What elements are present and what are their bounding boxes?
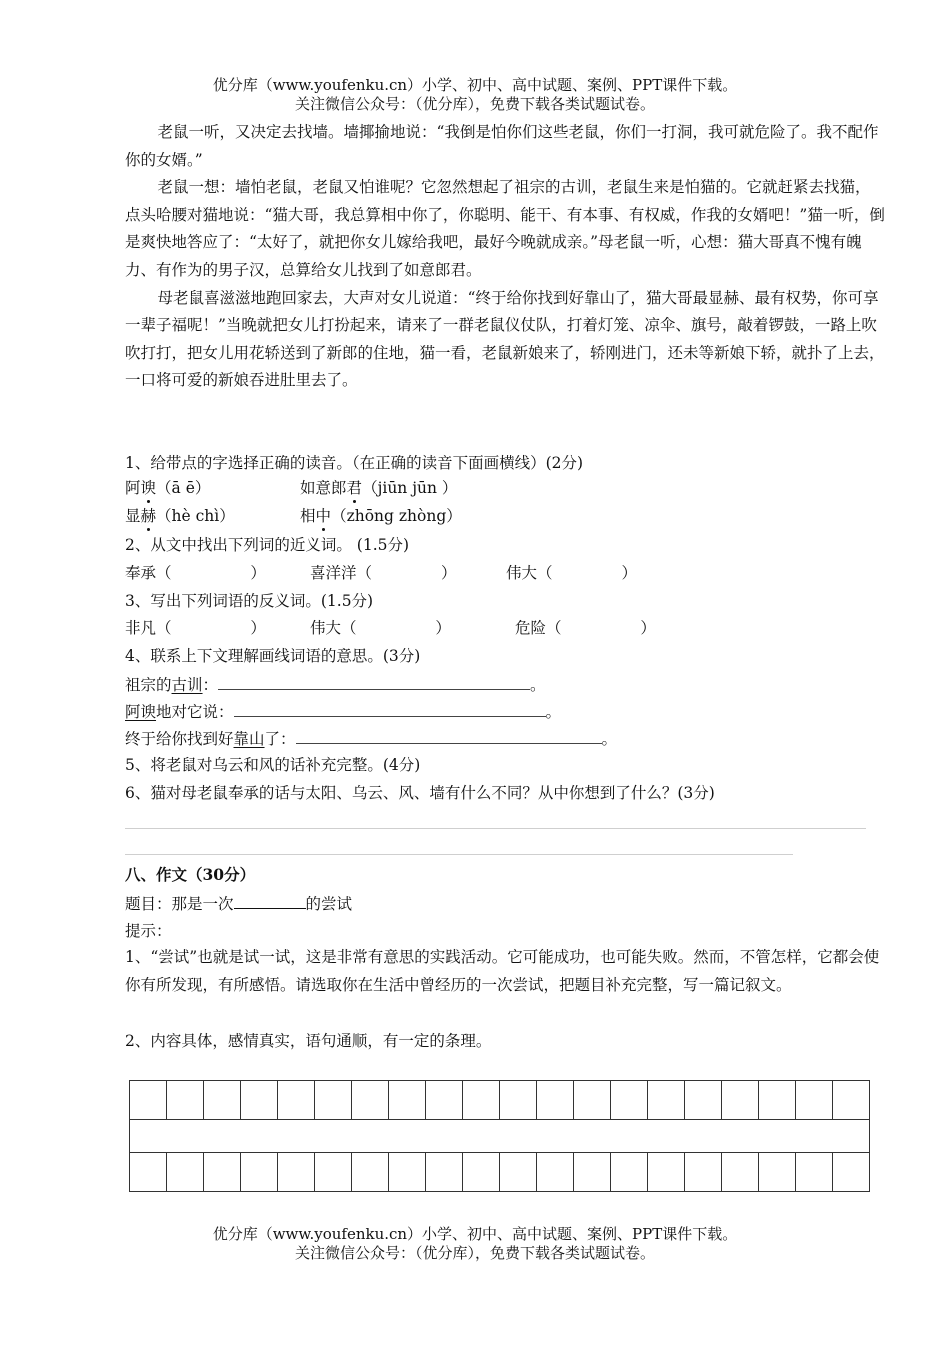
grid-cell[interactable]: [833, 1153, 869, 1192]
q1-title: 1、给带点的字选择正确的读音。（在正确的读音下面画横线）(2分): [125, 454, 584, 472]
q4-item-c: 终于给你找到好靠山了： 。: [125, 727, 617, 750]
q1-pinyin-d: （zhōng zhòng）: [331, 507, 462, 525]
q1-word-b: 如意郎君: [300, 479, 363, 497]
grid-cell[interactable]: [241, 1081, 278, 1119]
grid-cell[interactable]: [759, 1153, 796, 1192]
q3-word-3: 危险（ ）: [515, 619, 656, 637]
grid-cell[interactable]: [537, 1153, 574, 1192]
q3-row: [125, 617, 656, 639]
grid-cell[interactable]: [278, 1081, 315, 1119]
grid-cell[interactable]: [426, 1153, 463, 1192]
grid-cell[interactable]: [278, 1153, 315, 1192]
footer-line-1: 优分库（www.youfenku.cn）小学、初中、高中试题、案例、PPT课件下载。: [212, 1225, 738, 1243]
composition-hint-2: 2、内容具体，感情真实，语句通顺，有一定的条理。: [125, 1032, 492, 1050]
grid-cell[interactable]: [685, 1081, 722, 1119]
grid-cell[interactable]: [204, 1081, 241, 1119]
q1-pinyin-a: （ā ē）: [156, 479, 211, 497]
q3-word-1: 非凡（ ）: [125, 619, 266, 637]
story-paragraph-2: 老鼠一想：墙怕老鼠，老鼠又怕谁呢？它忽然想起了祖宗的古训，老鼠生来是怕猫的。它就赶紧去找猫，点头哈腰对猫地说：“猫大哥，我总算相中你了，你聪明、能干、有本事、有权威，作我的女婿吧！”猫一听，倒是爽快地答应了：“太好了，就把你女儿嫁给我吧，最好今晚就成亲。”母老鼠一听，心想：猫大哥真不愧有魄力、有作为的男子汉，总算给女儿找到了如意郎君。: [125, 178, 885, 279]
grid-cell[interactable]: [722, 1153, 759, 1192]
grid-cell[interactable]: [574, 1081, 611, 1119]
q5-title: 5、将老鼠对乌云和风的话补充完整。(4分): [125, 756, 421, 774]
grid-cell[interactable]: [463, 1081, 500, 1119]
q1-row-2: [125, 505, 462, 527]
q1-word-a: 阿谀: [125, 479, 157, 497]
grid-cell[interactable]: [759, 1081, 796, 1119]
grid-row-2[interactable]: [130, 1152, 869, 1192]
grid-cell[interactable]: [537, 1081, 574, 1119]
header-line-2: 关注微信公众号：（优分库），免费下载各类试题试卷。: [294, 95, 655, 113]
q1-word-d: 相中: [300, 507, 332, 525]
grid-cell[interactable]: [611, 1153, 648, 1192]
q2-word-1: 奉承（ ）: [125, 564, 266, 582]
grid-cell[interactable]: [241, 1153, 278, 1192]
grid-cell[interactable]: [352, 1081, 389, 1119]
q4-answer-blank-a[interactable]: [218, 673, 530, 690]
grid-cell[interactable]: [463, 1153, 500, 1192]
q2-title: 2、从文中找出下列词的近义词。 (1.5分): [125, 536, 410, 554]
grid-cell[interactable]: [833, 1081, 869, 1119]
grid-cell[interactable]: [130, 1081, 167, 1119]
grid-cell[interactable]: [500, 1153, 537, 1192]
composition-heading: 八、作文（30分）: [125, 865, 256, 884]
composition-hint-label: 提示：: [125, 922, 172, 940]
q4-answer-blank-c[interactable]: [296, 727, 602, 744]
grid-cell[interactable]: [500, 1081, 537, 1119]
q1-pinyin-b: （jiūn jūn ）: [362, 479, 458, 497]
q1-word-c: 显赫: [125, 507, 157, 525]
grid-cell[interactable]: [130, 1153, 167, 1192]
q4-answer-blank-b[interactable]: [234, 700, 546, 717]
q2-word-2: 喜洋洋（ ）: [310, 564, 457, 582]
grid-cell[interactable]: [685, 1153, 722, 1192]
grid-cell[interactable]: [315, 1081, 352, 1119]
footer-line-2: 关注微信公众号：（优分库），免费下载各类试题试卷。: [294, 1244, 655, 1262]
writing-grid[interactable]: [129, 1080, 870, 1192]
answer-line-1[interactable]: [125, 828, 866, 829]
composition-topic: 题目：那是一次 的尝试: [125, 892, 352, 915]
q4-title: 4、联系上下文理解画线词语的意思。(3分): [125, 647, 421, 665]
q1-pinyin-c: （hè chì）: [156, 507, 235, 525]
grid-row-1[interactable]: [130, 1081, 869, 1120]
grid-cell[interactable]: [204, 1153, 241, 1192]
story-paragraph-3: 母老鼠喜滋滋地跑回家去，大声对女儿说道：“终于给你找到好靠山了，猫大哥最显赫、最有权势，你可享一辈子福呢！”当晚就把女儿打扮起来，请来了一群老鼠仪仗队，打着灯笼、凉伞、旗号，敲着锣鼓，一路上吹吹打打，把女儿用花轿送到了新郎的住地，猫一看，老鼠新娘来了，轿刚进门，还未等新娘下轿，就扑了上去，一口将可爱的新娘吞进肚里去了。: [125, 288, 885, 390]
grid-cell[interactable]: [648, 1081, 685, 1119]
grid-cell[interactable]: [796, 1081, 833, 1119]
q4-item-a: 祖宗的古训： 。: [125, 673, 546, 696]
story: [125, 119, 885, 395]
story-paragraph-1: 老鼠一听，又决定去找墙。墙揶揄地说：“我倒是怕你们这些老鼠，你们一打洞，我可就危险了。我不配作你的女婿。”: [125, 123, 879, 169]
grid-cell[interactable]: [315, 1153, 352, 1192]
answer-line-2[interactable]: [125, 854, 793, 855]
q2-row: [125, 562, 637, 584]
grid-cell[interactable]: [574, 1153, 611, 1192]
grid-cell[interactable]: [426, 1081, 463, 1119]
grid-cell[interactable]: [389, 1153, 426, 1192]
composition-hint-1: 1、“尝试”也就是试一试，这是非常有意思的实践活动。它可能成功，也可能失败。然而，不管怎样，它都会使你有所发现，有所感悟。请选取你在生活中曾经历的一次尝试，把题目补充完整，写一篇记叙文。: [125, 948, 880, 994]
topic-blank[interactable]: [234, 892, 306, 909]
q1-row-1: [125, 477, 457, 499]
header-line-1: 优分库（www.youfenku.cn）小学、初中、高中试题、案例、PPT课件下载。: [212, 76, 738, 94]
grid-cell[interactable]: [648, 1153, 685, 1192]
q3-title: 3、写出下列词语的反义词。(1.5分): [125, 592, 374, 610]
q3-word-2: 伟大（ ）: [310, 619, 451, 637]
grid-cell[interactable]: [796, 1153, 833, 1192]
grid-cell[interactable]: [352, 1153, 389, 1192]
grid-cell[interactable]: [722, 1081, 759, 1119]
grid-cell[interactable]: [167, 1081, 204, 1119]
grid-cell[interactable]: [611, 1081, 648, 1119]
q6-title: 6、猫对母老鼠奉承的话与太阳、乌云、风、墙有什么不同？从中你想到了什么？(3分): [125, 784, 715, 802]
grid-cell[interactable]: [389, 1081, 426, 1119]
grid-cell[interactable]: [167, 1153, 204, 1192]
q2-word-3: 伟大（ ）: [506, 564, 637, 582]
q4-item-b: 阿谀地对它说： 。: [125, 700, 561, 723]
